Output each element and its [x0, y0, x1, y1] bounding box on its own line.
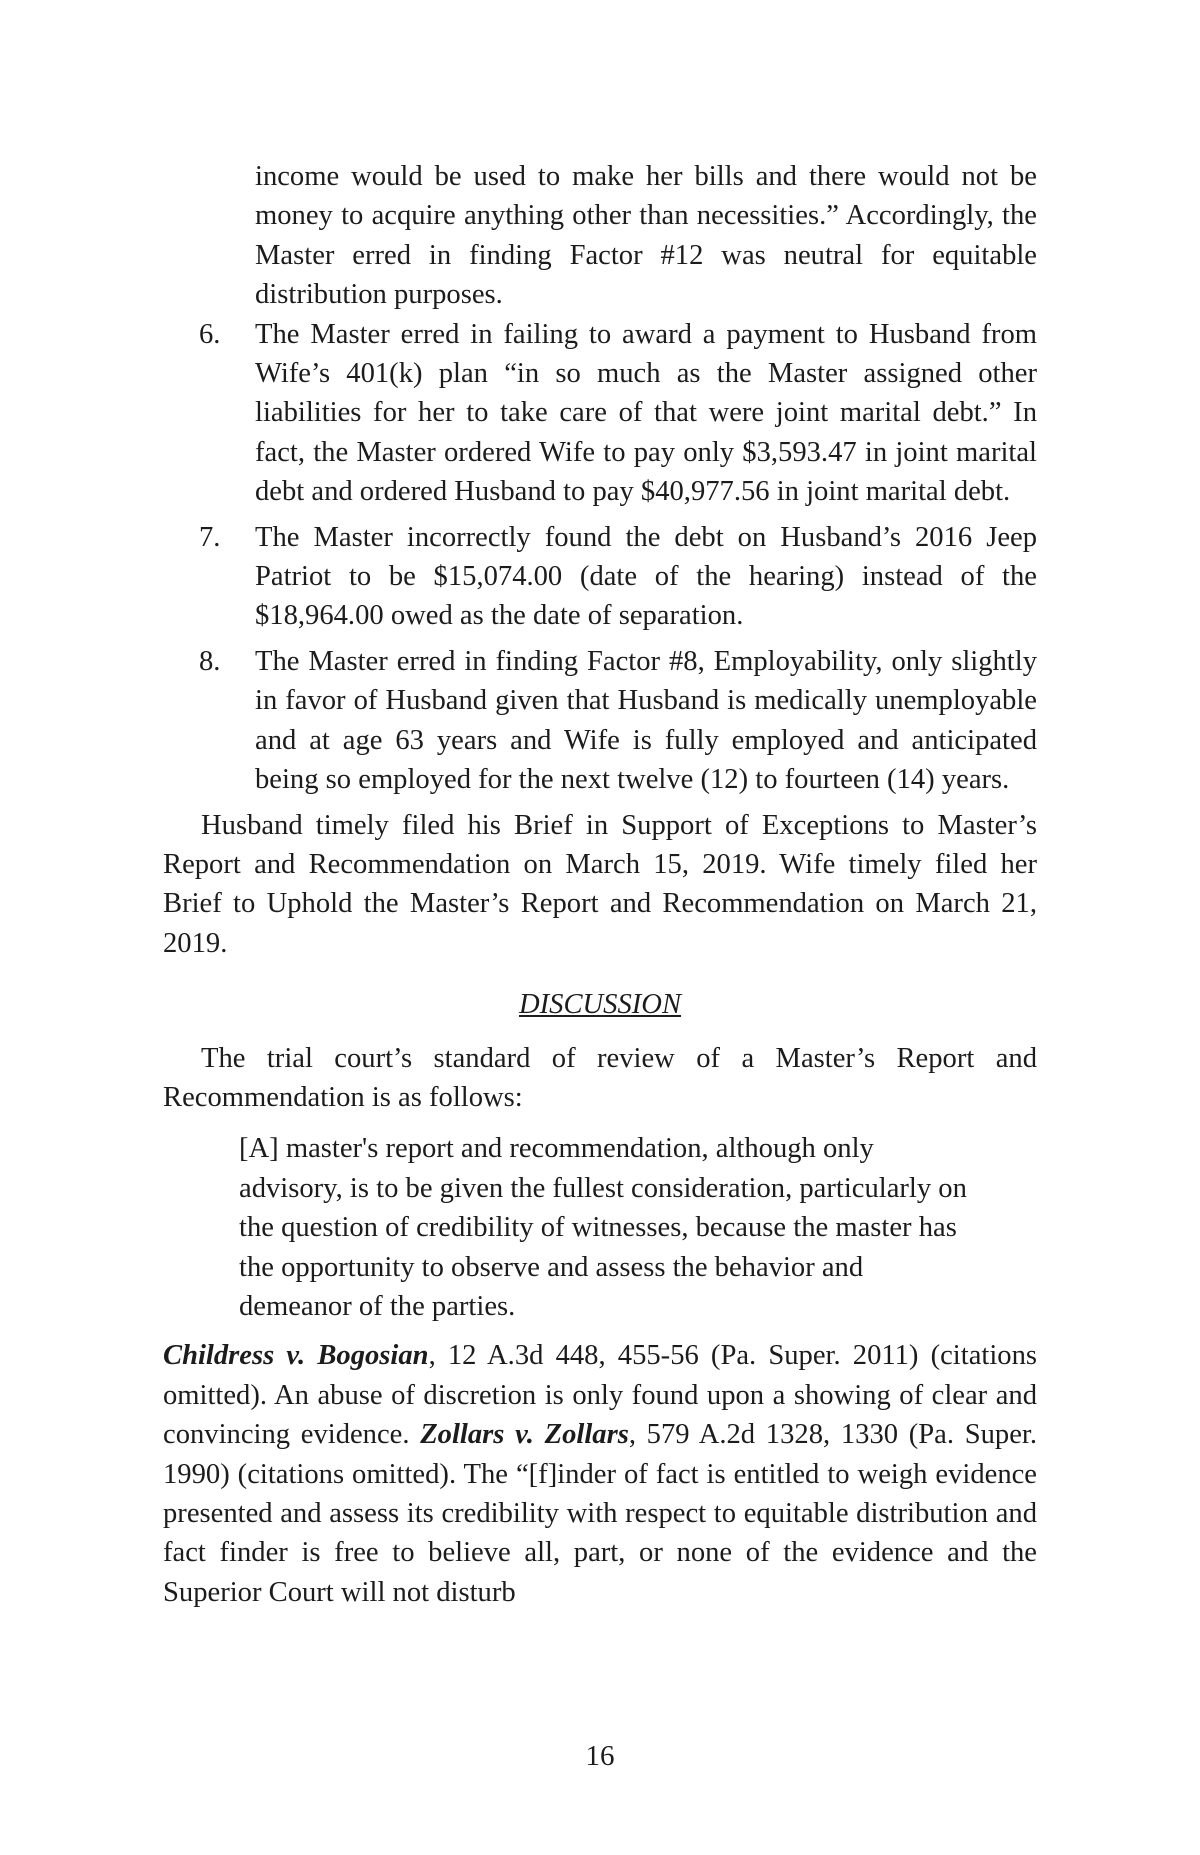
page-number: 16	[585, 1740, 615, 1772]
list-item	[199, 642, 1037, 800]
list-item-text: The Master incorrectly found the debt on Husband’s 2016 Jeep Patriot to be $15,074.00 (date of the hearing) instead of the $18,964.00 owed as the date of separation.	[255, 521, 1037, 632]
list-item-text: The Master erred in finding Factor #8, Employability, only slightly in favor of Husband given that Husband is medically unemployable and at age 63 years and Wife is fully employed and anticipated being so employed for the next twelve (12) to fourteen (14) years.	[255, 645, 1037, 796]
continued-paragraph: income would be used to make her bills and there would not be money to acquire anything other than necessities.” Accordingly, the Master erred in finding Factor #12 was neutral for equitable distribution purposes.	[255, 161, 1037, 311]
closing-text: , 12 A.3d 448, 455-56 (Pa. Super. 2011) (citations omitted). An abuse of discretion is only found upon a showing of clear and convincing evidence.	[163, 1340, 1037, 1451]
section-heading: DISCUSSION	[518, 989, 682, 1021]
filing-paragraph: Husband timely filed his Brief in Support of Exceptions to Master’s Report and Recommendation on March 15, 2019. Wife timely filed her Brief to Uphold the Master’s Report and Recommendation on March 21, 2019.	[163, 809, 1037, 959]
case-citation: Zollars v. Zollars	[420, 1419, 629, 1451]
body-text	[163, 157, 1037, 1612]
list-item-number: 8.	[199, 645, 221, 677]
review-paragraph: The trial court’s standard of review of a Master’s Report and Recommendation is as follows:	[163, 1042, 1037, 1113]
list-item	[199, 315, 1037, 512]
list-item-text: The Master erred in failing to award a payment to Husband from Wife’s 401(k) plan “in so much as the Master assigned other liabilities for her to take care of that were joint marital debt.” In fact, the Master ordered Wife to pay only $3,593.47 in joint marital debt and ordered Husband to pay $40,977.56 in joint marital debt.	[255, 318, 1037, 508]
list-item-number: 6.	[199, 318, 221, 350]
closing-paragraph	[163, 1336, 1037, 1612]
block-quote: [A] master's report and recommendation, although only advisory, is to be given the fullest consideration, particularly on the question of credibility of witnesses, because the master has the opportunity to observe and assess the behavior and demeanor of the parties.	[239, 1133, 967, 1322]
list-item-number: 7.	[199, 521, 221, 553]
case-citation: Childress v. Bogosian	[163, 1340, 429, 1372]
closing-text: , 579 A.2d 1328, 1330 (Pa. Super. 1990) (citations omitted). The “[f]inder of fact is entitled to weigh evidence presented and assess its credibility with respect to equitable distribution and fact finder is free to believe all, part, or none of the evidence and the Superior Court will not disturb	[163, 1419, 1037, 1608]
list-item	[199, 518, 1037, 636]
